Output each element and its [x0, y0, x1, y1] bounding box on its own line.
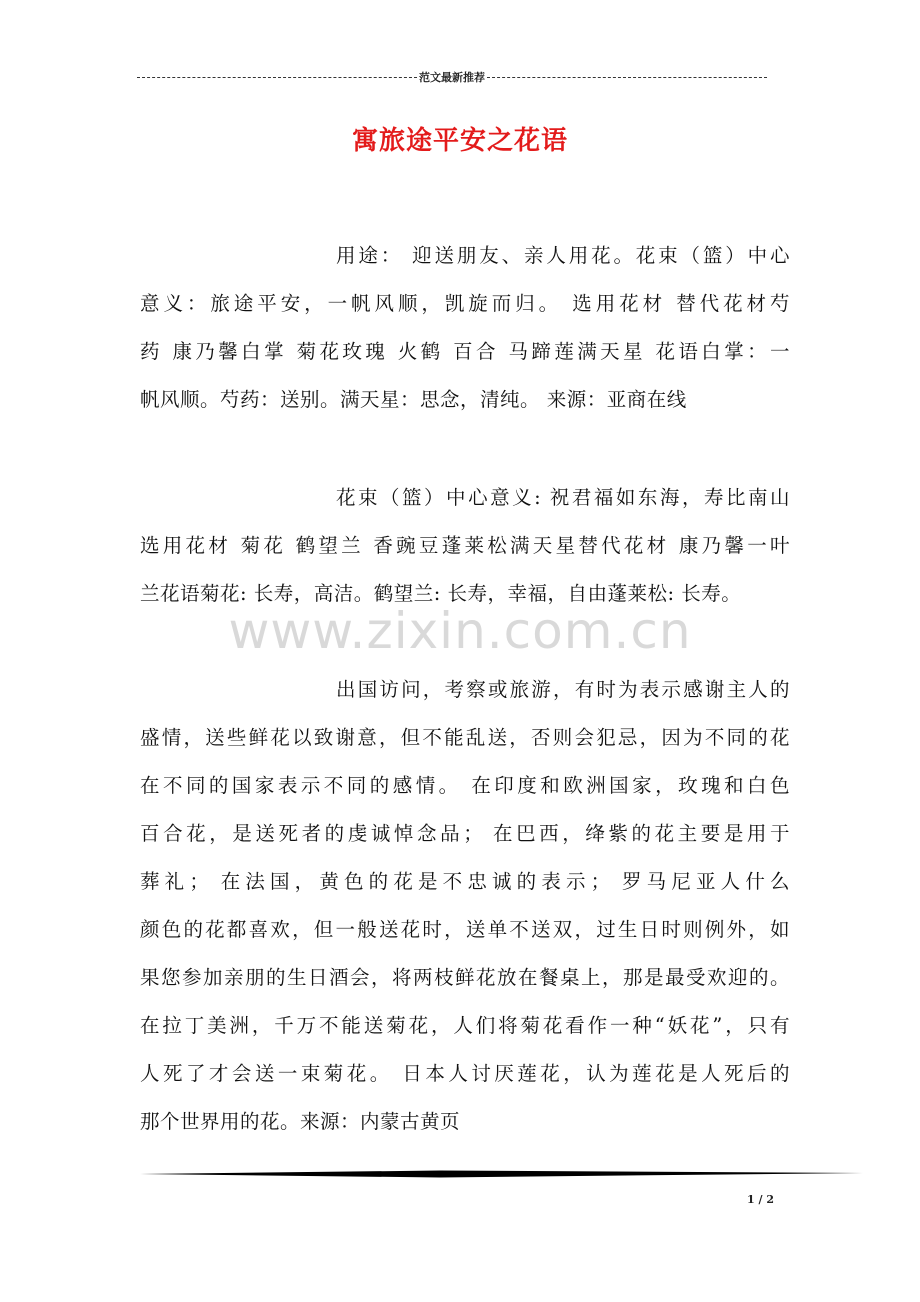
paragraph-2 — [140, 474, 790, 618]
paragraph-line: 花束（篮）中心意义: 祝君福如东海，寿比南山 — [336, 486, 790, 509]
paragraph-1 — [140, 232, 790, 424]
paragraph-line: 果您参加亲朋的生日酒会，将两枝鲜花放在餐桌上，那是最受欢迎的。 — [140, 966, 790, 989]
paragraph-line: 在拉丁美洲，千万不能送菊花，人们将菊花看作一种“妖花”，只有 — [140, 1014, 790, 1037]
paragraph-line: 出国访问，考察或旅游，有时为表示感谢主人的 — [336, 678, 790, 701]
document-title: 寓旅途平安之花语 — [351, 126, 568, 156]
paragraph-line: 盛情，送些鲜花以致谢意，但不能乱送，否则会犯忌，因为不同的花 — [140, 726, 790, 749]
paragraph-line: 药 康乃馨白掌 菊花玫瑰 火鹤 百合 马蹄莲满天星 花语白掌：一 — [140, 340, 790, 363]
paragraph-line: 颜色的花都喜欢，但一般送花时，送单不送双，过生日时则例外，如 — [140, 918, 790, 941]
paragraph-3 — [140, 666, 790, 1146]
paragraph-line: 在不同的国家表示不同的感情。 在印度和欧洲国家，玫瑰和白色 — [140, 774, 790, 797]
paragraph-line: 兰花语菊花: 长寿，高洁。鹤望兰: 长寿，幸福，自由蓬莱松: 长寿。 — [140, 582, 742, 605]
paragraph-line: 百合花，是送死者的虔诚悼念品； 在巴西，绛紫的花主要是用于 — [140, 822, 790, 845]
paragraph-line: 帆风顺。芍药：送别。满天星：思念，清纯。 来源：亚商在线 — [140, 388, 687, 411]
paragraph-line: 意义：旅途平安，一帆风顺，凯旋而归。 选用花材 替代花材芍 — [140, 292, 790, 315]
page-number: 1 / 2 — [747, 1193, 774, 1206]
paragraph-line: 葬礼； 在法国，黄色的花是不忠诚的表示； 罗马尼亚人什么 — [140, 870, 790, 893]
paragraph-line: 人死了才会送一束菊花。 日本人讨厌莲花，认为莲花是人死后的 — [140, 1062, 790, 1085]
footer-rule — [140, 1168, 863, 1180]
page-header — [137, 67, 767, 87]
header-dashes-left — [137, 77, 417, 78]
paragraph-line: 选用花材 菊花 鹤望兰 香豌豆蓬莱松满天星替代花材 康乃馨一叶 — [140, 534, 790, 557]
paragraph-line: 用途： 迎送朋友、亲人用花。花束（篮）中心 — [336, 244, 790, 267]
header-dashes-right — [487, 77, 767, 78]
watermark: www.zixin.com.cn — [228, 602, 692, 660]
header-label: 范文最新推荐 — [419, 71, 485, 84]
paragraph-line: 那个世界用的花。来源：内蒙古黄页 — [140, 1110, 461, 1133]
